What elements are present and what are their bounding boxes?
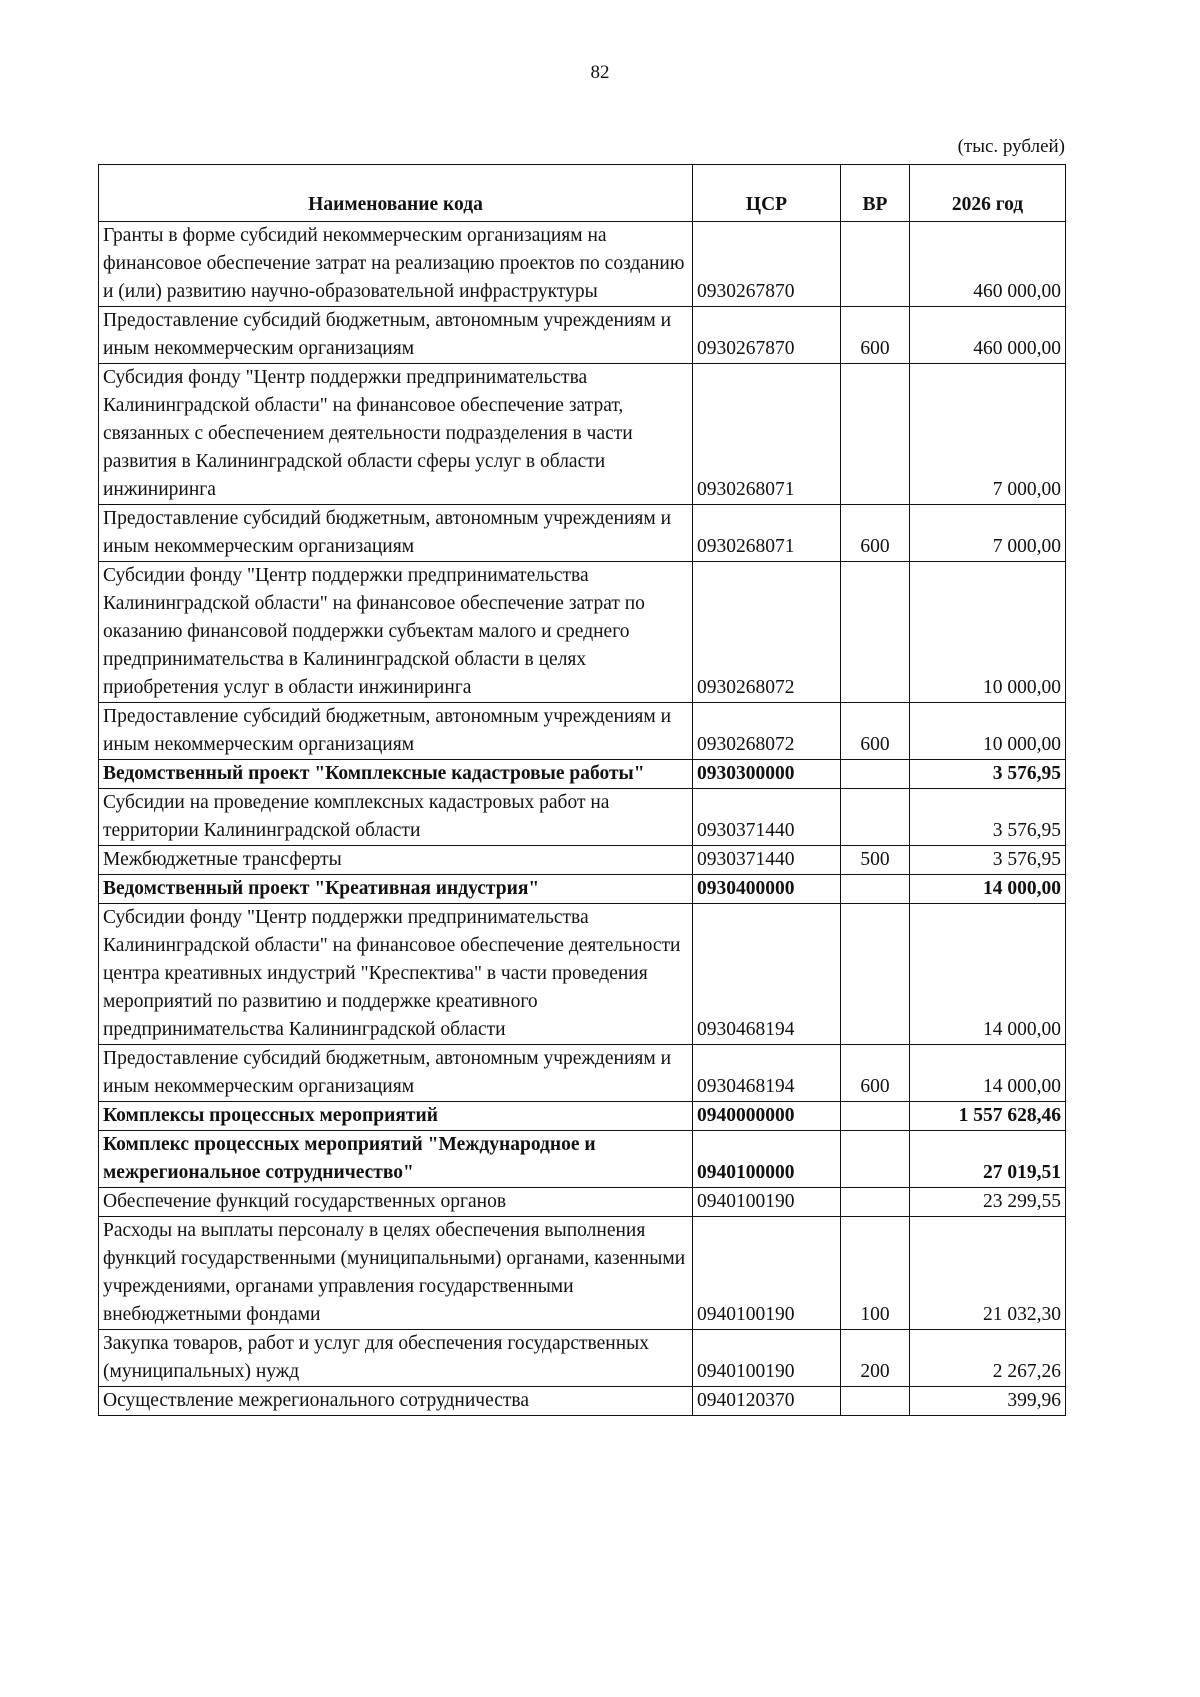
row-name-cell: Ведомственный проект "Креативная индустрия" <box>99 875 693 904</box>
table-row <box>99 1387 1066 1416</box>
table-row <box>99 1131 1066 1188</box>
row-vr-cell: 200 <box>841 1330 910 1387</box>
row-csr-cell: 0940100190 <box>693 1217 841 1330</box>
row-name-cell: Комплексы процессных мероприятий <box>99 1102 693 1131</box>
row-csr-cell: 0930300000 <box>693 760 841 789</box>
table-row <box>99 364 1066 505</box>
row-csr-cell: 0930268072 <box>693 703 841 760</box>
row-vr-cell: 600 <box>841 307 910 364</box>
row-sum-cell: 10 000,00 <box>910 562 1066 703</box>
row-sum-cell: 460 000,00 <box>910 222 1066 307</box>
table-row <box>99 846 1066 875</box>
table-row <box>99 703 1066 760</box>
row-name-cell: Предоставление субсидий бюджетным, автономным учреждениям и иным некоммерческим организациям <box>99 703 693 760</box>
row-name-cell: Предоставление субсидий бюджетным, автономным учреждениям и иным некоммерческим организациям <box>99 505 693 562</box>
row-vr-cell: 500 <box>841 846 910 875</box>
table-row <box>99 505 1066 562</box>
row-name-cell: Ведомственный проект "Комплексные кадастровые работы" <box>99 760 693 789</box>
row-vr-cell <box>841 1188 910 1217</box>
row-sum-cell: 2 267,26 <box>910 1330 1066 1387</box>
row-csr-cell: 0940100190 <box>693 1188 841 1217</box>
row-vr-cell: 600 <box>841 703 910 760</box>
row-csr-cell: 0930268071 <box>693 364 841 505</box>
table-row <box>99 789 1066 846</box>
row-name-cell: Осуществление межрегионального сотрудничества <box>99 1387 693 1416</box>
row-vr-cell <box>841 1102 910 1131</box>
column-header-vr: ВР <box>841 165 910 222</box>
row-name-cell: Предоставление субсидий бюджетным, автономным учреждениям и иным некоммерческим организациям <box>99 1045 693 1102</box>
row-name-cell: Расходы на выплаты персоналу в целях обеспечения выполнения функций государственными (муниципальными) органами, казенными учреждениями, органами управления государственными внебюджетными фондами <box>99 1217 693 1330</box>
row-csr-cell: 0930468194 <box>693 1045 841 1102</box>
page-number: 82 <box>590 62 610 83</box>
row-vr-cell: 600 <box>841 1045 910 1102</box>
row-sum-cell: 7 000,00 <box>910 505 1066 562</box>
row-csr-cell: 0930268071 <box>693 505 841 562</box>
row-csr-cell: 0930267870 <box>693 222 841 307</box>
row-name-cell: Обеспечение функций государственных органов <box>99 1188 693 1217</box>
units-label: (тыс. рублей) <box>957 136 1065 157</box>
row-sum-cell: 23 299,55 <box>910 1188 1066 1217</box>
row-sum-cell: 7 000,00 <box>910 364 1066 505</box>
row-vr-cell <box>841 875 910 904</box>
table-row <box>99 1102 1066 1131</box>
row-csr-cell: 0930400000 <box>693 875 841 904</box>
column-header-year: 2026 год <box>910 165 1066 222</box>
row-csr-cell: 0930267870 <box>693 307 841 364</box>
row-csr-cell: 0940100190 <box>693 1330 841 1387</box>
table-row <box>99 1045 1066 1102</box>
row-sum-cell: 27 019,51 <box>910 1131 1066 1188</box>
row-name-cell: Межбюджетные трансферты <box>99 846 693 875</box>
row-vr-cell: 100 <box>841 1217 910 1330</box>
row-csr-cell: 0930268072 <box>693 562 841 703</box>
budget-table <box>98 164 1066 1416</box>
row-sum-cell: 14 000,00 <box>910 875 1066 904</box>
row-sum-cell: 399,96 <box>910 1387 1066 1416</box>
table-row <box>99 562 1066 703</box>
table-row <box>99 904 1066 1045</box>
row-vr-cell <box>841 562 910 703</box>
column-header-name: Наименование кода <box>99 165 693 222</box>
row-vr-cell <box>841 760 910 789</box>
row-name-cell: Субсидия фонду "Центр поддержки предпринимательства Калининградской области" на финансовое обеспечение затрат, связанных с обеспечением деятельности подразделения в части развития в Калининградской области сферы услуг в области инжиниринга <box>99 364 693 505</box>
row-name-cell: Субсидии фонду "Центр поддержки предпринимательства Калининградской области" на финансовое обеспечение затрат по оказанию финансовой поддержки субъектам малого и среднего предпринимательства в Калининградской области в целях приобретения услуг в области инжиниринга <box>99 562 693 703</box>
table-row <box>99 1188 1066 1217</box>
row-name-cell: Закупка товаров, работ и услуг для обеспечения государственных (муниципальных) нужд <box>99 1330 693 1387</box>
row-name-cell: Субсидии фонду "Центр поддержки предпринимательства Калининградской области" на финансовое обеспечение деятельности центра креативных индустрий "Креспектива" в части проведения мероприятий по развитию и поддержке креативного предпринимательства Калининградской области <box>99 904 693 1045</box>
row-sum-cell: 460 000,00 <box>910 307 1066 364</box>
row-csr-cell: 0940120370 <box>693 1387 841 1416</box>
row-csr-cell: 0940000000 <box>693 1102 841 1131</box>
row-csr-cell: 0930468194 <box>693 904 841 1045</box>
table-row <box>99 760 1066 789</box>
table-row <box>99 1330 1066 1387</box>
row-vr-cell <box>841 904 910 1045</box>
row-sum-cell: 3 576,95 <box>910 760 1066 789</box>
row-sum-cell: 14 000,00 <box>910 904 1066 1045</box>
row-sum-cell: 3 576,95 <box>910 846 1066 875</box>
table-row <box>99 222 1066 307</box>
table-row <box>99 1217 1066 1330</box>
row-vr-cell <box>841 364 910 505</box>
table-header-row <box>99 165 1066 222</box>
row-sum-cell: 1 557 628,46 <box>910 1102 1066 1131</box>
row-csr-cell: 0930371440 <box>693 789 841 846</box>
row-vr-cell <box>841 222 910 307</box>
row-vr-cell: 600 <box>841 505 910 562</box>
table-body <box>99 222 1066 1416</box>
table-row <box>99 875 1066 904</box>
column-header-csr: ЦСР <box>693 165 841 222</box>
row-name-cell: Субсидии на проведение комплексных кадастровых работ на территории Калининградской области <box>99 789 693 846</box>
row-sum-cell: 10 000,00 <box>910 703 1066 760</box>
row-sum-cell: 21 032,30 <box>910 1217 1066 1330</box>
row-vr-cell <box>841 1387 910 1416</box>
table-row <box>99 307 1066 364</box>
row-vr-cell <box>841 1131 910 1188</box>
row-vr-cell <box>841 789 910 846</box>
row-name-cell: Гранты в форме субсидий некоммерческим организациям на финансовое обеспечение затрат на реализацию проектов по созданию и (или) развитию научно-образовательной инфраструктуры <box>99 222 693 307</box>
row-csr-cell: 0940100000 <box>693 1131 841 1188</box>
row-sum-cell: 14 000,00 <box>910 1045 1066 1102</box>
row-name-cell: Комплекс процессных мероприятий "Международное и межрегиональное сотрудничество" <box>99 1131 693 1188</box>
row-sum-cell: 3 576,95 <box>910 789 1066 846</box>
row-csr-cell: 0930371440 <box>693 846 841 875</box>
row-name-cell: Предоставление субсидий бюджетным, автономным учреждениям и иным некоммерческим организациям <box>99 307 693 364</box>
